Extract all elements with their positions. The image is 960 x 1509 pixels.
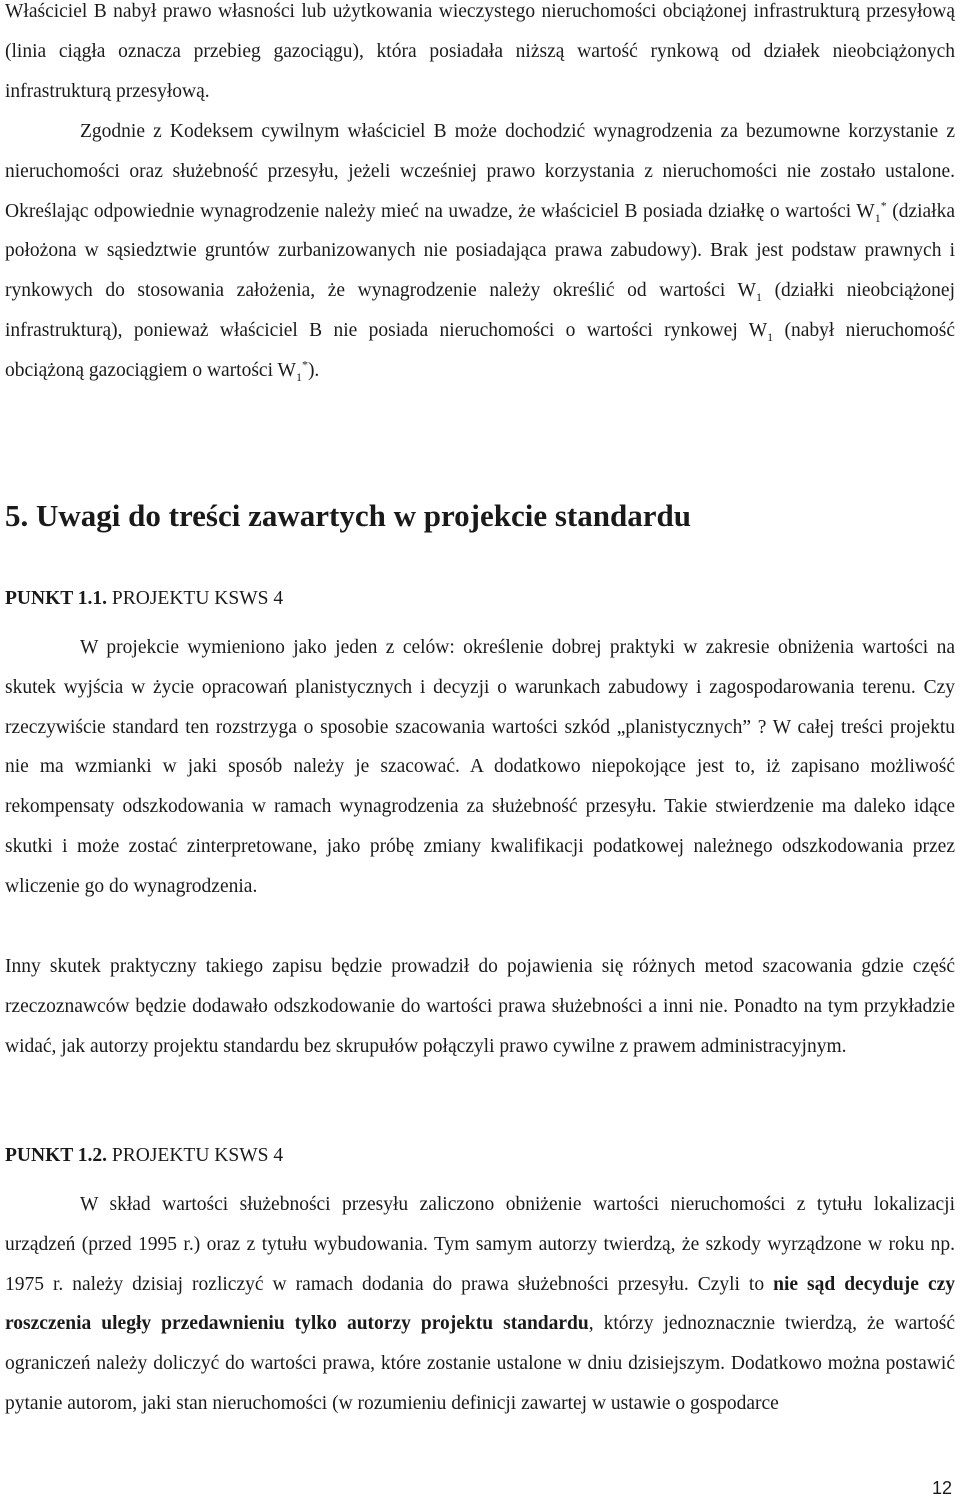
punkt-1-1-heading — [5, 588, 955, 610]
paragraph-planning-damages: W projekcie wymieniono jako jeden z celów: określenie dobrej praktyki w zakresie obniżenia wartości na skutek wyjścia w życie opracowań planistycznych i decyzji o warunkach zabudowy i zagospodarowania terenu. Czy rzeczywiście standard ten rozstrzyga o sposobie szacowania wartości szkód „planistycznych” ? W całej treści projektu nie ma wzmianki w jaki sposób należy je szacować. A dodatkowo niepokojące jest to, iż zapisano możliwość rekompensaty odszkodowania w ramach wynagrodzenia za służebność przesyłu. Takie stwierdzenie ma daleko idące skutki i może zostać zinterpretowane, jako próbę zmiany kwalifikacji podatkowej należnego odszkodowania przez wliczenie go do wynagrodzenia. — [5, 637, 955, 897]
punkt-title: PROJEKTU KSWS 4 — [107, 1145, 284, 1166]
section-heading: 5. Uwagi do treści zawartych w projekcie standardu — [5, 498, 691, 533]
subscript: 1 — [767, 329, 774, 344]
bold-text-segment: nie sąd decyduje czy roszczenia uległy przedawnieniu tylko autorzy projektu standardu — [5, 1273, 955, 1335]
superscript: * — [301, 357, 308, 372]
subscript: 1 — [874, 210, 881, 225]
punkt-title: PROJEKTU KSWS 4 — [107, 588, 284, 609]
punkt-label: PUNKT 1.2. — [5, 1145, 108, 1166]
punkt-1-2-heading — [5, 1145, 955, 1167]
subscript: 1 — [295, 369, 302, 384]
paragraph-civil-code — [5, 112, 955, 391]
text-segment: , którzy jednoznacznie twierdzą, że wartość ograniczeń należy doliczyć do wartości prawa, które zostanie ustalone w dniu dzisiejszym. Dodatkowo można postawić pytanie autorom, jaki stan nieruchomości (w rozumieniu definicji zawartej w ustawie o gospodarce — [5, 1313, 956, 1414]
superscript: * — [880, 198, 887, 213]
punkt-label: PUNKT 1.1. — [5, 588, 108, 609]
text-segment: ). — [307, 359, 320, 381]
paragraph-easement-value — [5, 1185, 955, 1424]
text-segment: Zgodnie z Kodeksem cywilnym właściciel B może dochodzić wynagrodzenia za bezumowne korzystanie z nieruchomości oraz służebność przesyłu, jeżeli wcześniej prawo korzystania z nieruchomości nie zostało ustalone. Określając odpowiednie wynagrodzenie należy mieć na uwadze, że właściciel B posiada działkę o wartości W — [5, 121, 955, 222]
page-number: 12 — [931, 1478, 952, 1498]
subscript: 1 — [755, 290, 762, 305]
text-segment: (nabył nieruchomość obciążoną gazociągiem o wartości W — [5, 319, 955, 381]
text-segment: (działki nieobciążonej infrastrukturą), ponieważ właściciel B nie posiada nieruchomości o wartości rynkowej W — [5, 280, 955, 341]
text-segment: (działka położona w sąsiedztwie gruntów zurbanizowanych nie posiadająca prawa zabudowy). Brak jest podstaw prawnych i rynkowych do stosowania założenia, że wynagrodzenie należy określić od wartości W — [5, 200, 956, 302]
paragraph-practical-effect: Inny skutek praktyczny takiego zapisu będzie prowadził do pojawienia się różnych metod szacowania gdzie część rzeczoznawców będzie dodawało odszkodowanie do wartości prawa służebności a inni nie. Ponadto na tym przykładzie widać, jak autorzy projektu standardu bez skrupułów połączyli prawo cywilne z prawem administracyjnym. — [5, 956, 955, 1057]
paragraph-owner-b: Właściciel B nabył prawo własności lub użytkowania wieczystego nieruchomości obciążonej infrastrukturą przesyłową (linia ciągła oznacza przebieg gazociągu), która posiadała niższą wartość rynkową od działek nieobciążonych infrastrukturą przesyłową. — [5, 1, 955, 102]
text-segment: W skład wartości służebności przesyłu zaliczono obniżenie wartości nieruchomości z tytułu lokalizacji urządzeń (przed 1995 r.) oraz z tytułu wybudowania. Tym samym autorzy twierdzą, że szkody wyrządzone w roku np. 1975 r. należy dzisiaj rozliczyć w ramach dodania do prawa służebności przesyłu. Czyli to — [5, 1194, 955, 1295]
